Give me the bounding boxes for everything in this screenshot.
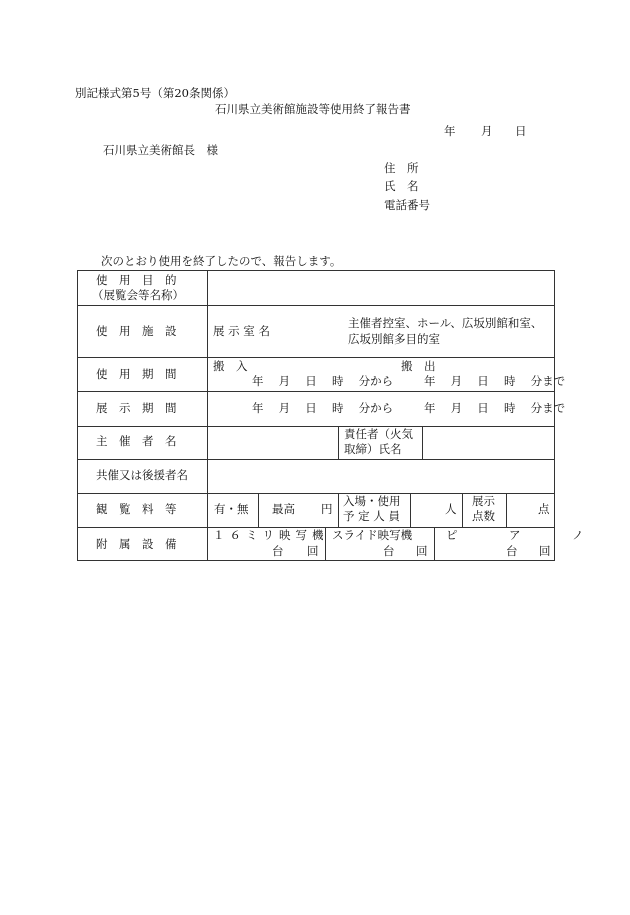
date-month: 月 — [481, 124, 493, 138]
report-form-table — [77, 270, 604, 561]
visitors-unit: 人 — [445, 502, 457, 516]
cell-divider — [462, 493, 463, 527]
cell-divider — [258, 493, 259, 527]
date-day: 日 — [515, 124, 527, 138]
equipment-label: 附 属 設 備 — [96, 537, 177, 551]
facility-other-1: 主催者控室、ホール、広坂別館和室、 — [348, 316, 543, 330]
exhibit-period-from: 年 月 日 時 分から — [252, 401, 394, 415]
exhibit-period-to: 年 月 日 時 分まで — [424, 401, 566, 415]
facility-room-label: 展 示 室 名 — [213, 324, 270, 338]
piano-count-unit: 台 — [506, 544, 518, 558]
exhibits-label: 展示 — [472, 494, 495, 508]
date-year: 年 — [444, 124, 456, 138]
sponsor-label: 共催又は後援者名 — [96, 468, 188, 482]
slide-count-unit: 台 — [383, 544, 395, 558]
carry-in-label: 搬 入 — [213, 359, 248, 373]
label-column-divider — [207, 271, 208, 561]
equip-slide-projector: スライド映写機 — [332, 528, 413, 542]
row-divider — [78, 391, 555, 392]
exhibits-unit: 点 — [538, 502, 550, 516]
cell-divider — [422, 426, 423, 459]
use-period-to: 年 月 日 時 分まで — [424, 374, 566, 388]
projector-times-unit: 回 — [307, 544, 319, 558]
recipient: 石川県立美術館長 様 — [103, 143, 218, 157]
row-divider — [78, 357, 555, 358]
responsible-sublabel: 取締）氏名 — [344, 442, 402, 456]
equip-piano: ピ ア ノ — [446, 528, 604, 542]
fee-label: 観 覧 料 等 — [96, 502, 177, 516]
purpose-label: 使 用 目 的 — [96, 273, 177, 287]
facility-label: 使 用 施 設 — [96, 324, 177, 338]
purpose-sublabel: （展覧会等名称） — [92, 288, 184, 302]
fee-max-label: 最高 — [272, 502, 295, 516]
exhibits-sublabel: 点数 — [472, 509, 495, 523]
visitors-label: 入場・使用 — [343, 494, 401, 508]
cell-divider — [338, 493, 339, 527]
responsible-label: 責任者（火気 — [344, 427, 413, 441]
row-divider — [78, 305, 555, 306]
fee-yen-unit: 円 — [321, 502, 333, 516]
row-divider — [78, 426, 555, 427]
phone-label: 電話番号 — [384, 198, 430, 212]
name-label: 氏 名 — [384, 179, 419, 193]
cell-divider — [410, 493, 411, 527]
projector-count-unit: 台 — [272, 544, 284, 558]
purpose-field[interactable] — [213, 276, 549, 300]
address-label: 住 所 — [384, 161, 419, 175]
row-divider — [78, 459, 555, 460]
facility-other-2: 広坂別館多目的室 — [348, 332, 440, 346]
piano-times-unit: 回 — [539, 544, 551, 558]
cell-divider — [506, 493, 507, 527]
fee-yes-no[interactable]: 有・無 — [214, 502, 249, 516]
use-period-label: 使 用 期 間 — [96, 367, 177, 381]
visitors-sublabel: 予 定 人 員 — [343, 509, 400, 523]
equip-projector-16mm: １６ミリ映写機 — [213, 528, 329, 542]
use-period-from: 年 月 日 時 分から — [252, 374, 394, 388]
organizer-label: 主 催 者 名 — [96, 434, 177, 448]
cell-divider — [338, 426, 339, 459]
document-title: 石川県立美術館施設等使用終了報告書 — [215, 102, 411, 116]
carry-out-label: 搬 出 — [401, 359, 436, 373]
cell-divider — [434, 527, 435, 561]
slide-times-unit: 回 — [416, 544, 428, 558]
exhibit-period-label: 展 示 期 間 — [96, 401, 177, 415]
form-number: 別記様式第5号（第20条関係） — [75, 86, 235, 100]
intro-text: 次のとおり使用を終了したので、報告します。 — [101, 254, 342, 268]
